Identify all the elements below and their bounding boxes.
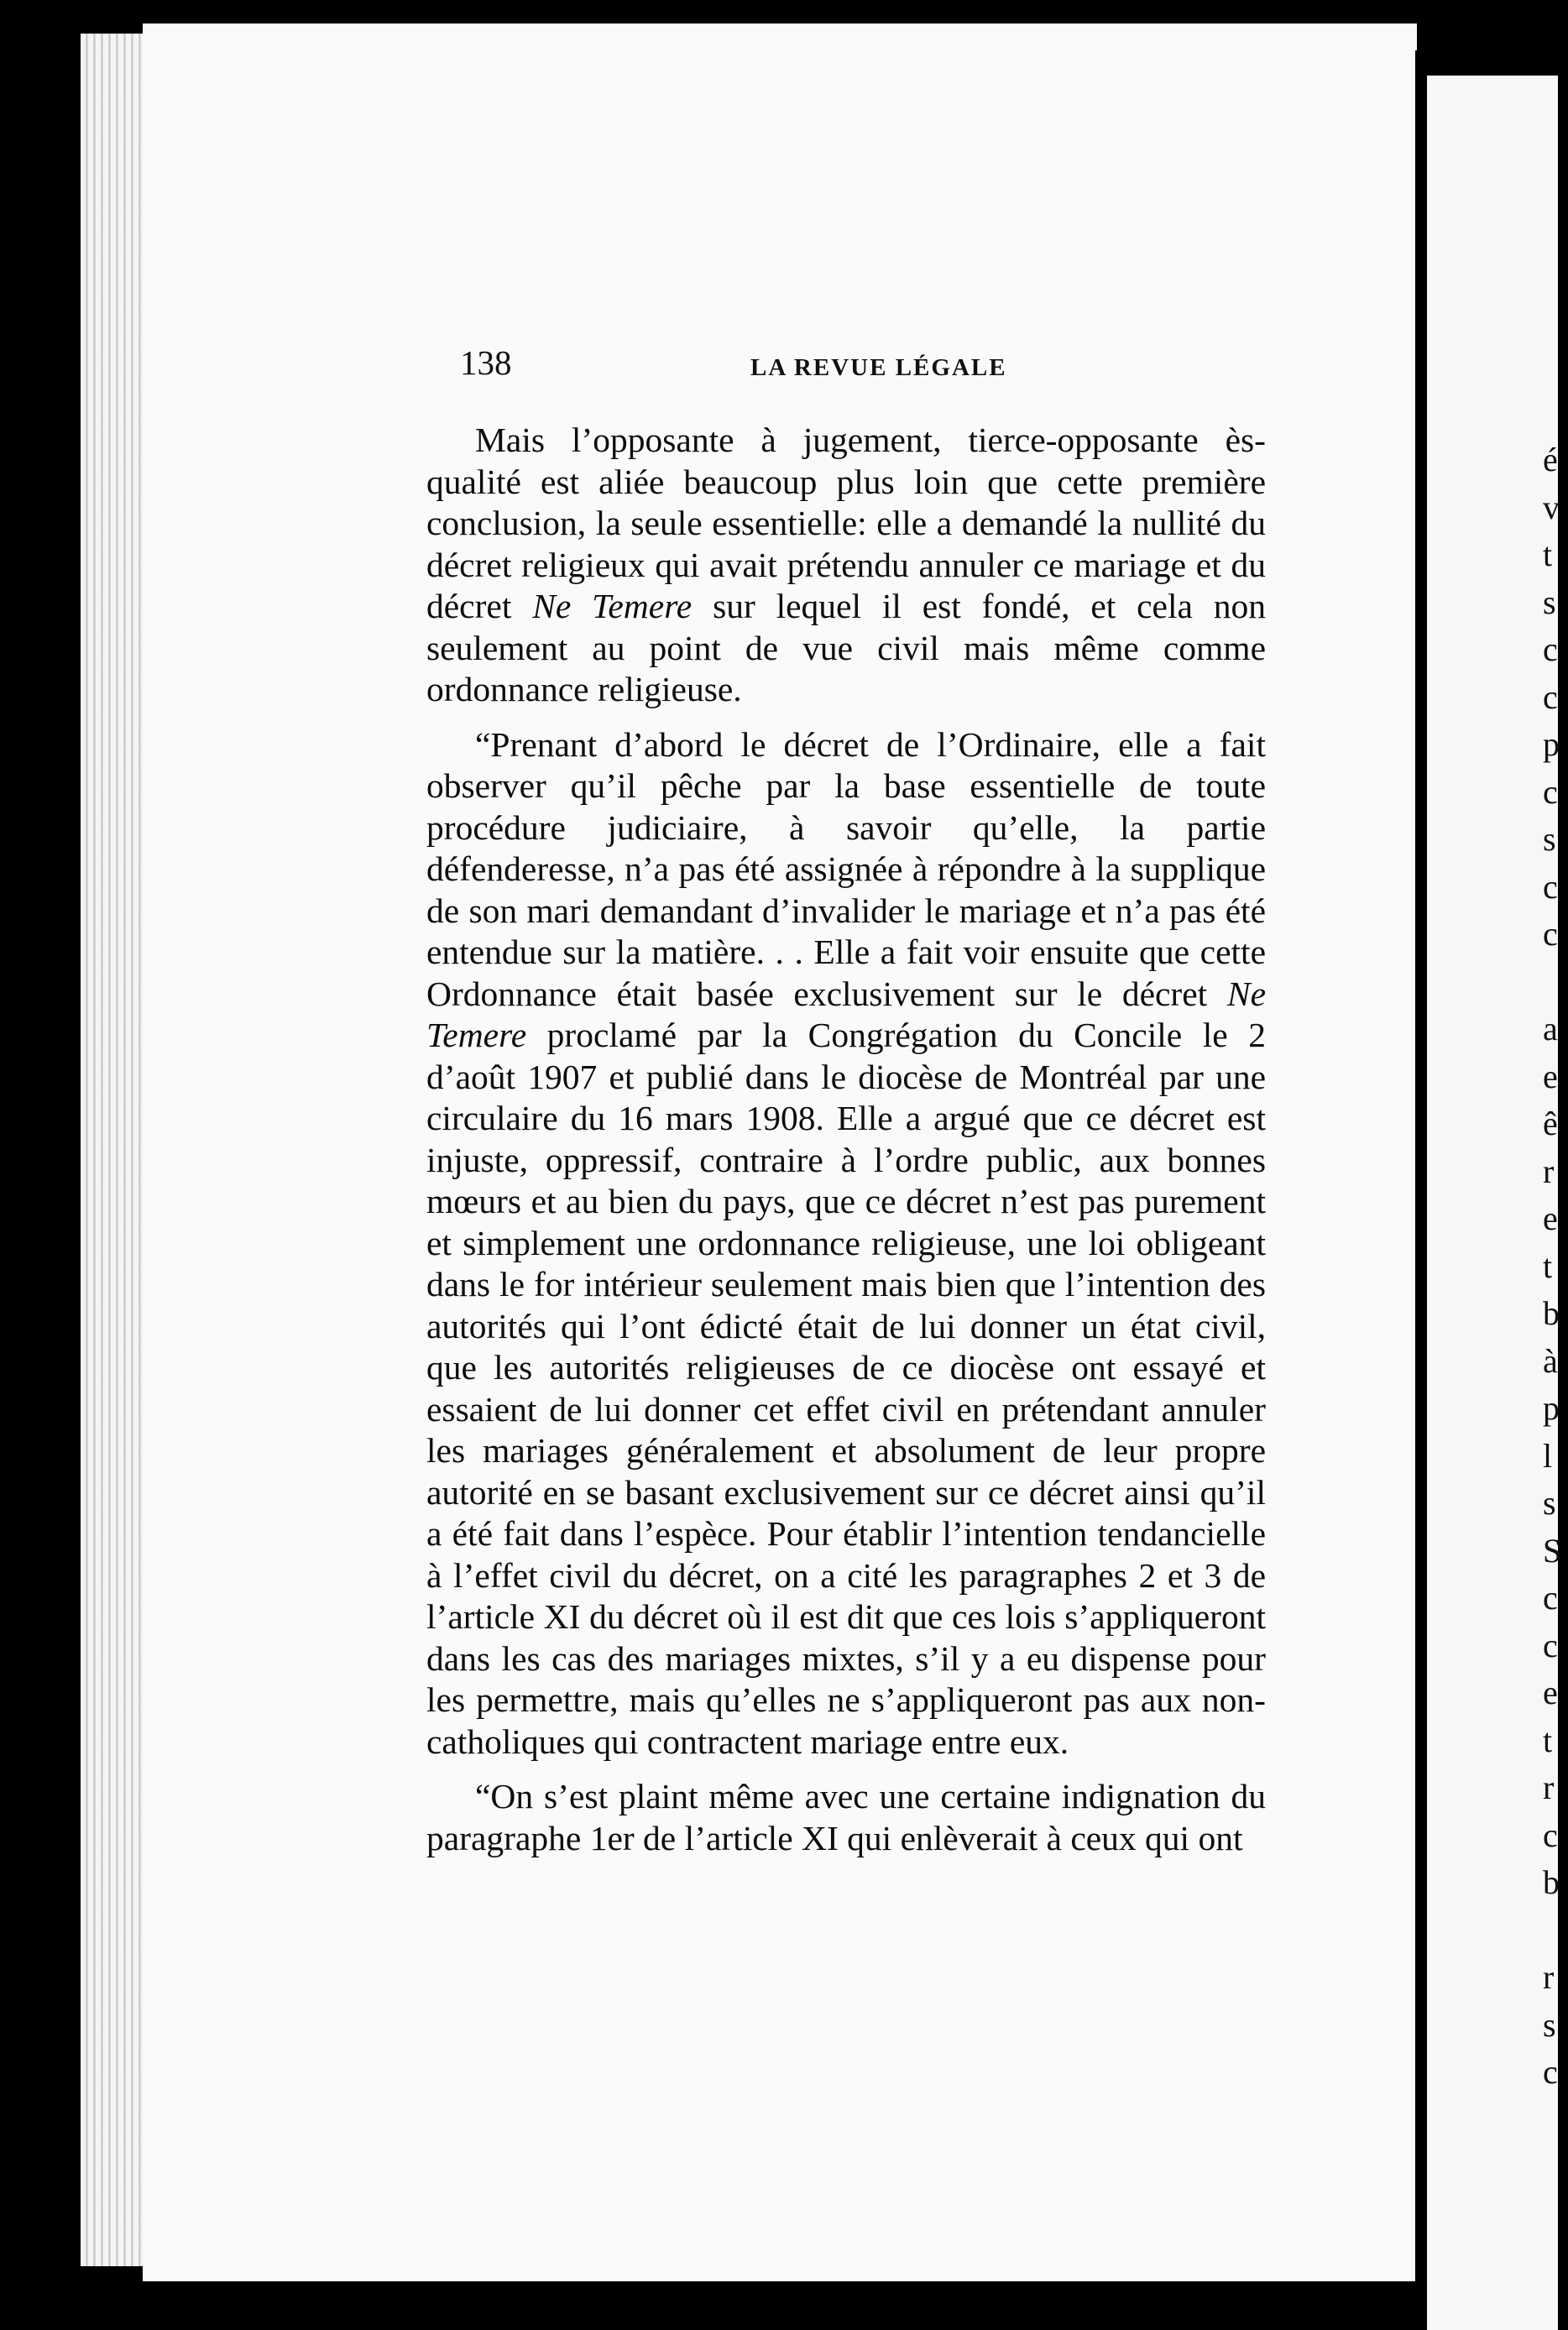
facing-page-letter: t: [1543, 1721, 1553, 1759]
facing-page-letter: t: [1543, 1246, 1553, 1285]
text-segment: “Prenant d’abord le décret de l’Ordinaire, elle a fait observer qu’il pêche par la base essentielle de toute procédure judiciaire, à savoir qu’elle, la partie défenderesse, n’a pas été assignée à répondre à la supplique de son mari demandant d’invalider le mariage et n’a pas été entendue sur la matière. . . Elle a fait voir ensuite que cette Ordonnance était basée exclusivement sur le décret: [426, 724, 1266, 1013]
paragraph: [426, 420, 1266, 711]
facing-page-letter: b: [1543, 1294, 1560, 1332]
facing-page-letter: s: [1543, 1484, 1556, 1522]
body-text: [426, 420, 1266, 1873]
facing-page-letter: à: [1543, 1341, 1558, 1380]
facing-page-letter: r: [1543, 1768, 1555, 1806]
paragraph: [426, 1776, 1266, 1859]
facing-page-letter: t: [1543, 535, 1553, 573]
facing-page-letter: c: [1543, 1626, 1558, 1664]
facing-page-letter: c: [1543, 772, 1558, 811]
facing-page-letter: a: [1543, 1010, 1558, 1047]
facing-page-text: [1543, 436, 1568, 2097]
facing-page-letter: b: [1543, 1863, 1560, 1901]
facing-page-letter: c: [1543, 1579, 1558, 1617]
facing-page-letter: c: [1543, 677, 1558, 716]
facing-page-letter: l: [1543, 1436, 1553, 1475]
facing-page-letter: v: [1543, 488, 1560, 526]
facing-page-letter: [1543, 959, 1568, 1006]
facing-page-letter: c: [1543, 2053, 1558, 2091]
facing-page-letter: c: [1543, 867, 1558, 906]
text-segment: “On s’est plaint même avec une certaine indignation du paragraphe 1er de l’article XI qui enlèverait à ceux qui ont: [426, 1777, 1266, 1857]
italic-segment: Ne Temere: [426, 974, 1266, 1054]
facing-page-letter: e: [1543, 1674, 1558, 1711]
facing-page: [1427, 76, 1558, 2330]
facing-page-letter: e: [1543, 1199, 1558, 1237]
page-number: 138: [460, 343, 512, 382]
facing-page-letter: c: [1543, 915, 1558, 953]
facing-page-letter: [1543, 1907, 1568, 1955]
page-header: [460, 342, 1333, 393]
facing-page-letter: e: [1543, 1057, 1558, 1095]
facing-page-letter: p: [1543, 1389, 1560, 1427]
facing-page-letter: s: [1543, 2005, 1556, 2044]
text-segment: proclamé par la Congrégation du Concile le 2 d’août 1907 et publié dans le diocèse de Montréal par une circulaire du 16 mars 1908. Elle a argué que ce décret est injuste, oppressif, contraire à l’ordre public, aux bonnes mœurs et au bien du pays, que ce décret n’est pas purement et simplement une ordonnance religieuse, une loi obligeant dans le for intérieur seulement mais bien que l’intention des autorités qui l’ont édicté était de lui donner un état civil, que les autorités religieuses de ce diocèse ont essayé et essaient de lui donner cet effet civil en prétendant annuler les mariages généralement et absolument de leur propre autorité en se basant exclusivement sur ce décret ainsi qu’il a été fait dans l’espèce. Pour établir l’intention tendancielle à l’effet civil du décret, on a cité les paragraphes 2 et 3 de l’article XI du décret où il est dit que ces lois s’appliqueront dans les cas des mariages mixtes, s’il y a eu dispense pour les permettre, mais qu’elles ne s’appliqueront pas aux non-catholiques qui contractent mariage entre eux.: [426, 1016, 1266, 1761]
facing-page-letter: c: [1543, 630, 1558, 668]
facing-page-letter: r: [1543, 1958, 1555, 1996]
gutter-shadow: [1415, 50, 1427, 2317]
facing-page-letter: S: [1543, 1531, 1562, 1570]
text-segment: sur lequel il est fondé, et cela non seulement au point de vue civil mais même comme ordonnance religieuse.: [426, 587, 1266, 708]
facing-page-letter: r: [1543, 1152, 1555, 1190]
facing-page-letter: c: [1543, 1815, 1558, 1854]
facing-page-letter: s: [1543, 820, 1556, 858]
paragraph: [426, 724, 1266, 1763]
text-segment: Mais l’opposante à jugement, tierce-opposante ès-qualité est aliée beaucoup plus loin que cette première conclusion, la seule essentielle: elle a demandé la nullité du décret religieux qui avait prétendu annuler ce mariage et du décret: [426, 421, 1266, 625]
facing-page-letter: ê: [1543, 1105, 1558, 1142]
facing-page-letter: s: [1543, 582, 1556, 621]
italic-segment: Ne Temere: [532, 587, 693, 625]
facing-page-letter: é: [1543, 441, 1558, 478]
running-head: LA REVUE LÉGALE: [750, 354, 1007, 381]
facing-page-letter: p: [1543, 725, 1560, 763]
